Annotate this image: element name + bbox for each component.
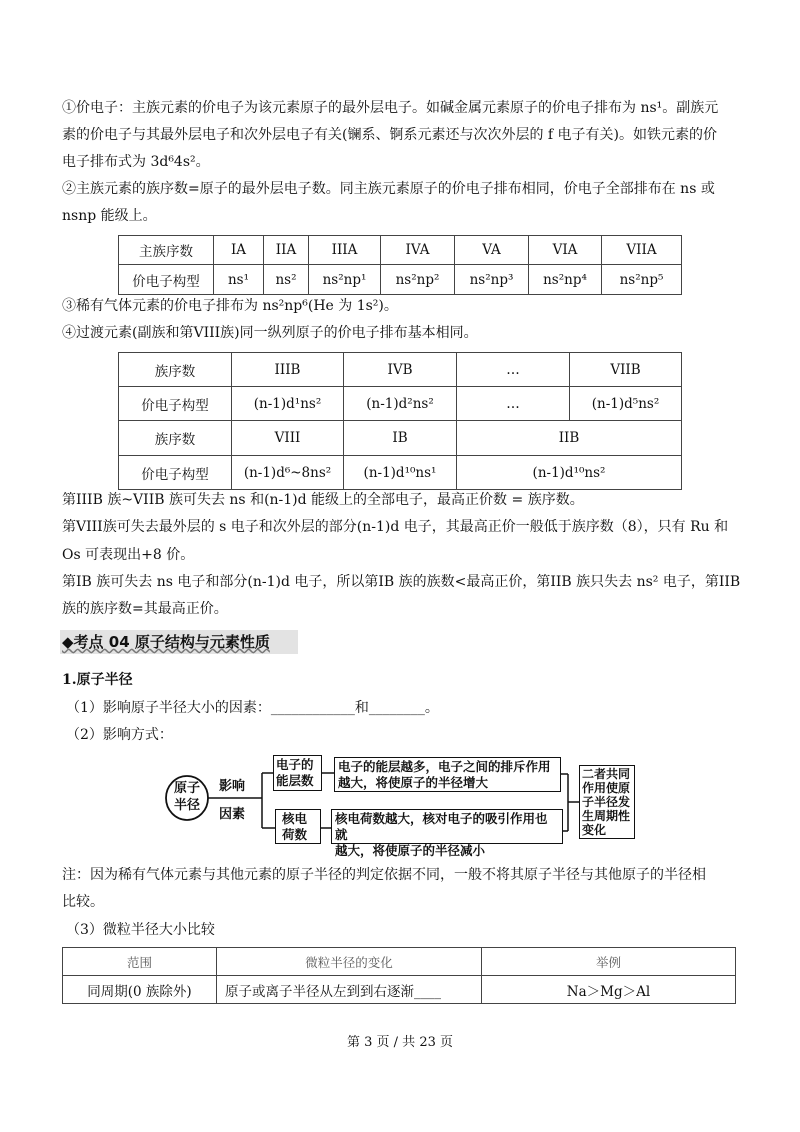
note-line: 注：因为稀有气体元素与其他元素的原子半径的判定依据不同，一般不将其原子半径与其他原子的半径相 — [62, 867, 706, 883]
box-line: 电子的能层越多，电子之间的排斥作用 — [338, 759, 551, 774]
answer-blank: ________ — [368, 700, 425, 716]
compare-table — [62, 947, 736, 1004]
table-cell: ns² — [264, 265, 309, 295]
box-line: 二者共同 — [582, 767, 631, 781]
table-cell: ns²np³ — [455, 265, 529, 295]
table-cell: … — [457, 353, 570, 387]
box-line: 电子的 — [276, 757, 314, 772]
subsection-title: 1.原子半径 — [62, 672, 133, 688]
box-line: 越大，将使原子的半径减小 — [335, 843, 486, 858]
paragraph-line: 第IIIB 族~VIIB 族可失去 ns 和(n-1)d 能级上的全部电子，最高正价数 = 族序数。 — [62, 492, 584, 508]
table-cell: IIA — [264, 236, 309, 265]
label-line: 半径 — [174, 798, 201, 813]
box-line: 能层数 — [276, 773, 314, 788]
table-cell: 原子或离子半径从左到到右逐渐____ — [217, 976, 482, 1004]
table-header: 微粒半径的变化 — [217, 948, 482, 976]
note-line: 比较。 — [62, 894, 104, 910]
question-text: 。 — [424, 700, 439, 716]
table-cell: 同周期(0 族除外) — [63, 976, 217, 1004]
table-cell: (n-1)d¹⁰ns¹ — [344, 456, 457, 490]
table-cell: VIII — [232, 421, 344, 456]
table-cell: VA — [455, 236, 529, 265]
box-line: 生周期性 — [582, 809, 631, 823]
paragraph-line: ④过渡元素(副族和第VIII族)同一纵列原子的价电子排布基本相同。 — [62, 325, 478, 341]
paragraph-line: 电子排布式为 3d⁶4s²。 — [62, 154, 210, 170]
effect-box-charge — [331, 809, 563, 858]
table-cell: 族序数 — [119, 421, 232, 456]
table-cell: (n-1)d¹⁰ns² — [457, 456, 682, 490]
table-cell: VIIB — [570, 353, 682, 387]
table-cell: VIA — [529, 236, 602, 265]
question-text: （1）影响原子半径大小的因素： — [66, 700, 271, 716]
result-box — [579, 765, 635, 839]
table-cell: (n-1)d⁵ns² — [570, 387, 682, 421]
paragraph-line: 族的族序数=其最高正价。 — [62, 601, 228, 617]
box-line: 越大，将使原子的半径增大 — [338, 775, 489, 790]
box-line: 荷数 — [282, 827, 308, 842]
table-cell: 价电子构型 — [119, 456, 232, 490]
factor-box-charge — [275, 809, 321, 844]
table-cell: ns²np⁵ — [602, 265, 682, 295]
box-line: 作用使原 — [582, 781, 631, 795]
table-cell: … — [457, 387, 570, 421]
center-label — [174, 780, 200, 814]
table-cell: 族序数 — [119, 353, 232, 387]
table-cell: (n-1)d¹ns² — [232, 387, 344, 421]
question-text: 和 — [354, 700, 369, 716]
table-cell: ns²np² — [381, 265, 455, 295]
table-cell: (n-1)d⁶~8ns² — [232, 456, 344, 490]
table-row — [63, 976, 736, 1004]
paragraph-line: 第IB 族可失去 ns 电子和部分(n-1)d 电子，所以第IB 族的族数<最高正价，第IIB 族只失去 ns² 电子，第IIB — [62, 574, 741, 590]
table-cell: IIIB — [232, 353, 344, 387]
table-header: 举例 — [482, 948, 736, 976]
table-header: 范围 — [63, 948, 217, 976]
paragraph-line: 素的价电子与其最外层电子和次外层电子有关(镧系、锕系元素还与次次外层的 f 电子有关)。如铁元素的价 — [62, 127, 718, 143]
table-header-row — [63, 948, 736, 976]
box-line: 核电荷数越大，核对电子的吸引作用也就 — [335, 811, 548, 842]
table-cell: IIIA — [309, 236, 381, 265]
paragraph-line: ②主族元素的族序数=原子的最外层电子数。同主族元素原子的价电子排布相同，价电子全部排布在 ns 或 — [62, 181, 715, 197]
paragraph-line: Os 可表现出+8 价。 — [62, 547, 195, 563]
answer-blank: ____________ — [270, 700, 355, 716]
question-2: （2）影响方式： — [66, 727, 173, 743]
box-line: 子半径发 — [582, 795, 631, 809]
branch-label-2: 因素 — [219, 807, 246, 822]
paragraph-line: ③稀有气体元素的价电子排布为 ns²np⁶(He 为 1s²)。 — [62, 298, 398, 314]
table-cell: (n-1)d²ns² — [344, 387, 457, 421]
table-cell: Na＞Mg＞Al — [482, 976, 736, 1004]
question-3: （3）微粒半径大小比较 — [66, 922, 215, 938]
label-line: 原子 — [174, 781, 201, 796]
paragraph-line: nsnp 能级上。 — [62, 208, 157, 224]
effect-box-shells — [334, 757, 561, 792]
table-cell: 价电子构型 — [119, 387, 232, 421]
branch-label-1: 影响 — [219, 779, 246, 794]
paragraph-line: ①价电子：主族元素的价电子为该元素原子的最外层电子。如碱金属元素原子的价电子排布为 ns¹。副族元 — [62, 100, 719, 116]
table-cell: IVA — [381, 236, 455, 265]
table-cell: IB — [344, 421, 457, 456]
table-cell: ns²np⁴ — [529, 265, 602, 295]
table-cell: 主族序数 — [119, 236, 214, 265]
table-cell: ns²np¹ — [309, 265, 381, 295]
box-line: 变化 — [582, 823, 607, 837]
section-heading: ◆考点 04 原子结构与元素性质 — [60, 630, 298, 654]
page-footer: 第 3 页 / 共 23 页 — [347, 1035, 453, 1050]
table-cell: IVB — [344, 353, 457, 387]
table-cell: VIIA — [602, 236, 682, 265]
table-cell: 价电子构型 — [119, 265, 214, 295]
table-cell: IIB — [457, 421, 682, 456]
factor-box-shells — [273, 755, 322, 791]
table-cell: IA — [214, 236, 264, 265]
box-line: 核电 — [282, 811, 308, 826]
table-cell: ns¹ — [214, 265, 264, 295]
paragraph-line: 第VIII族可失去最外层的 s 电子和次外层的部分(n-1)d 电子，其最高正价一般低于族序数（8），只有 Ru 和 — [62, 519, 729, 535]
